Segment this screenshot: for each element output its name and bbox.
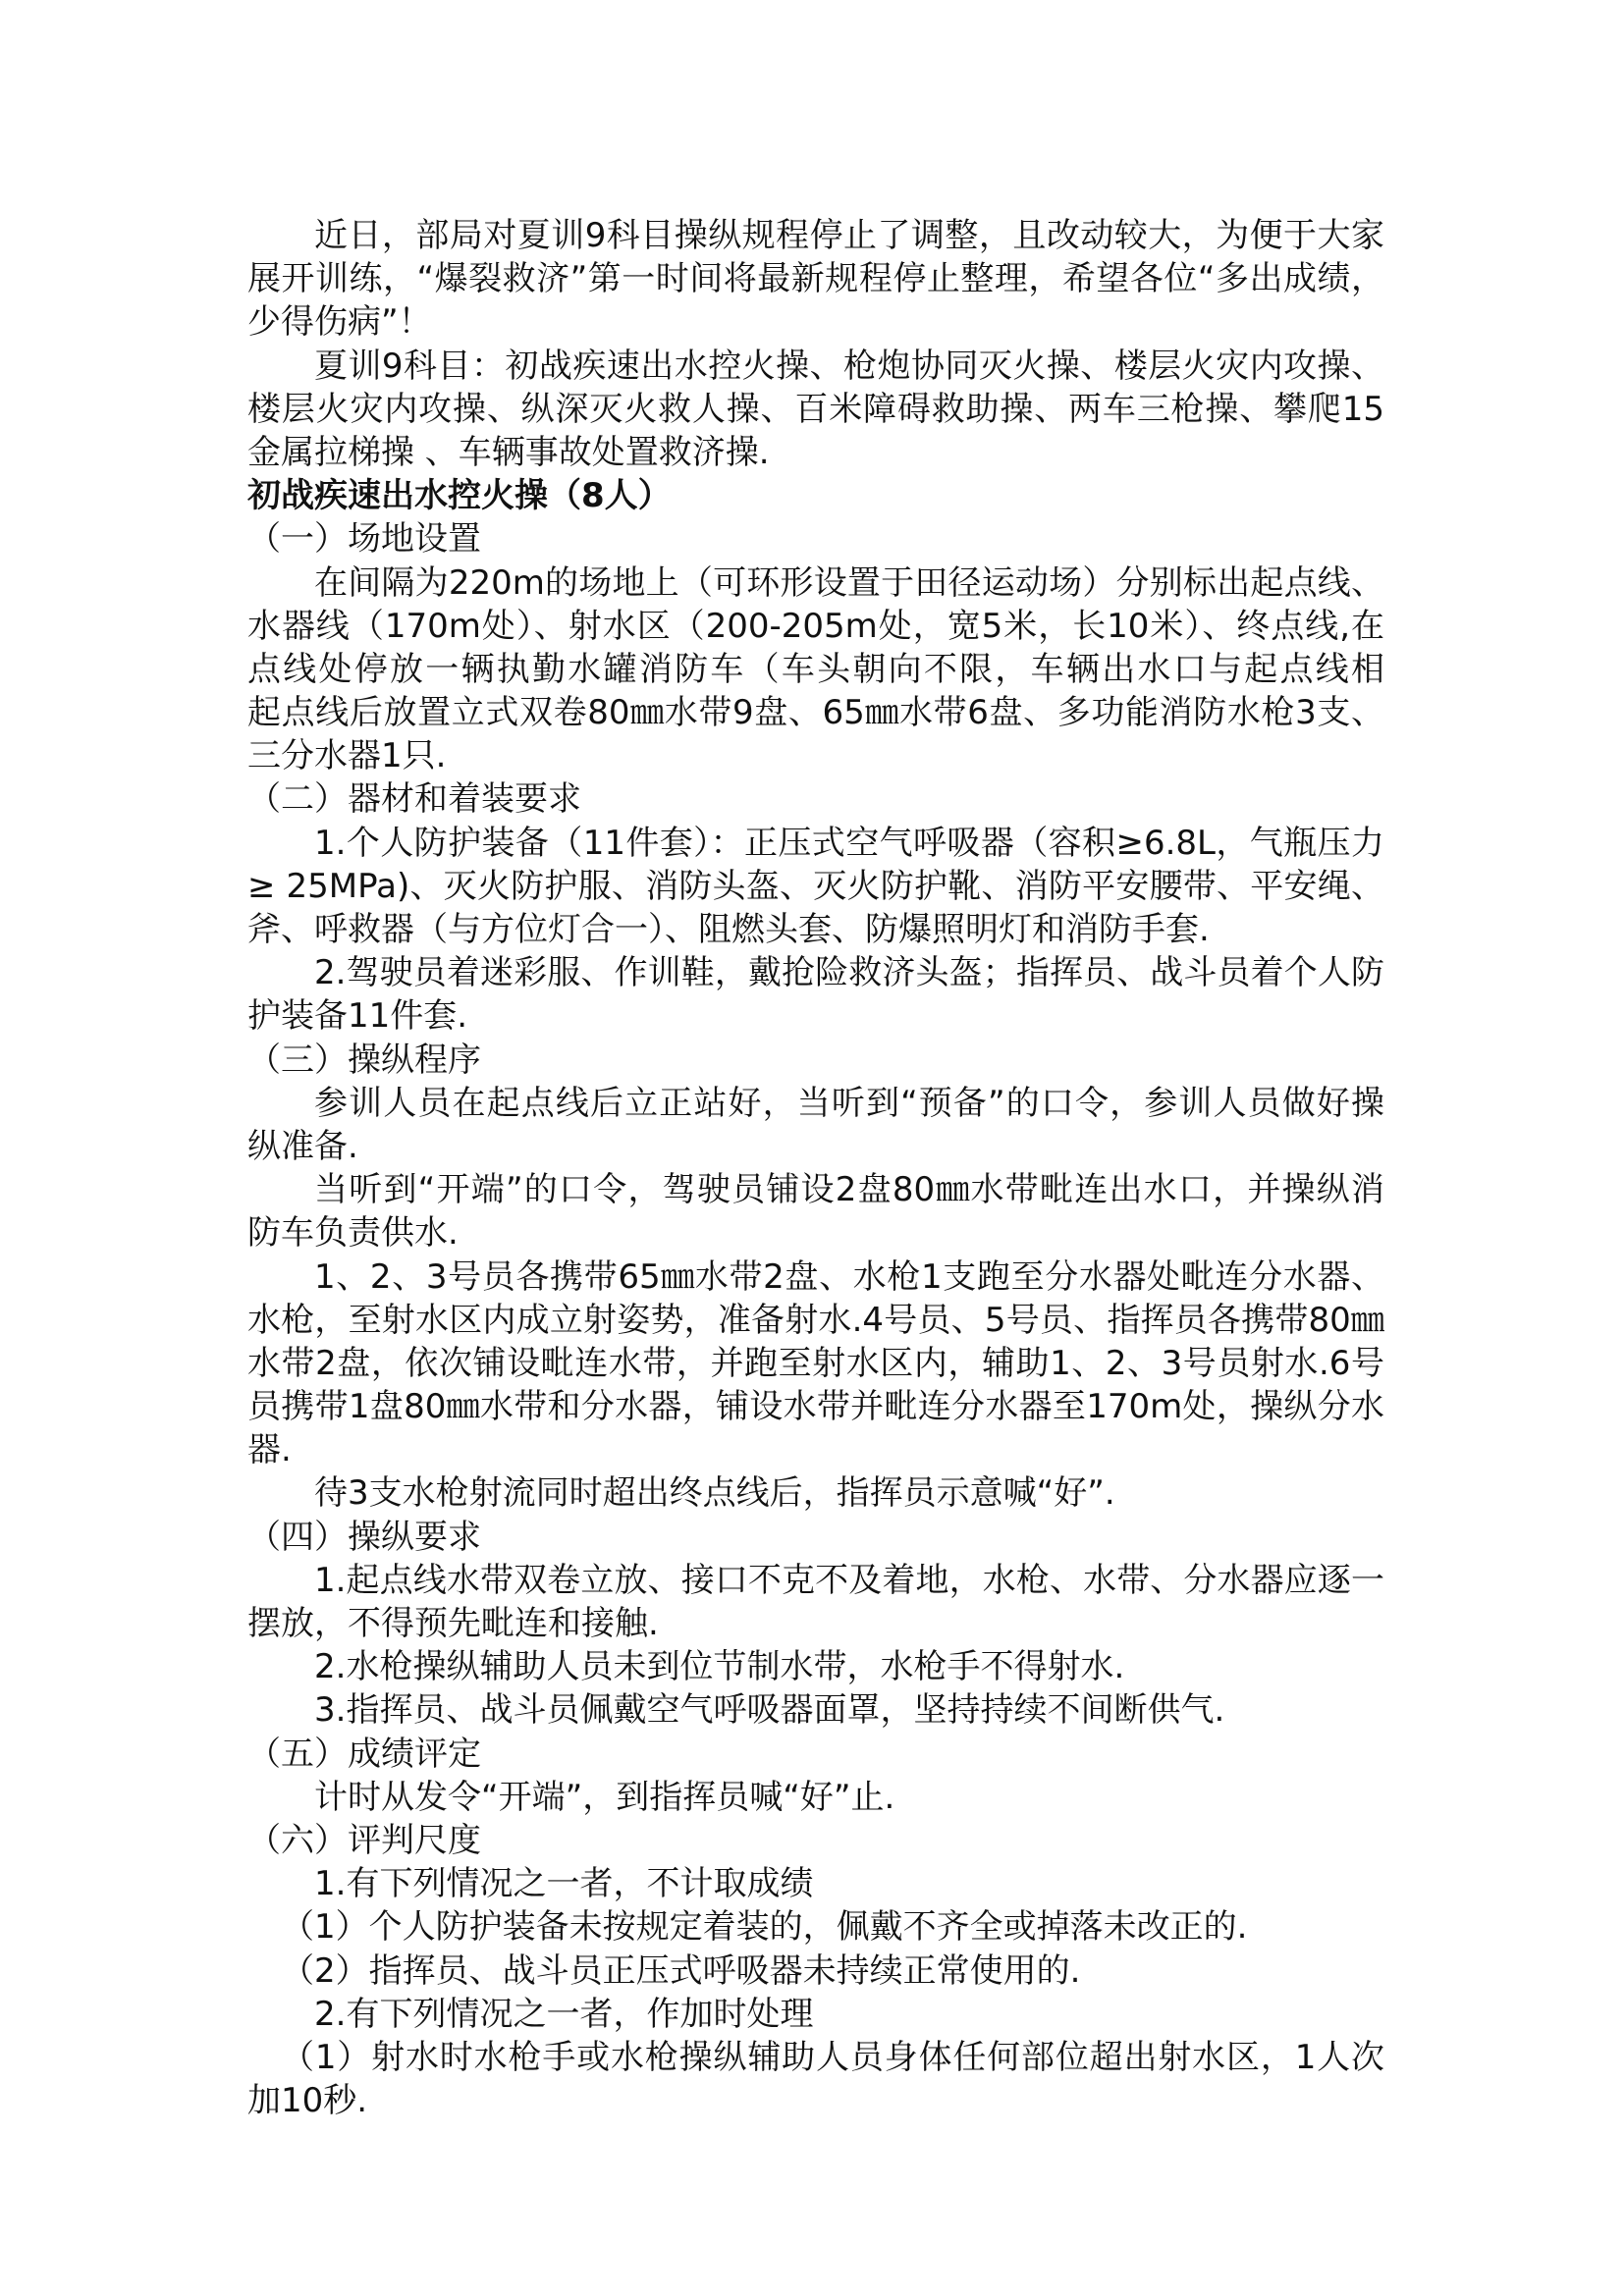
subsection-heading: （三）操纵程序: [247, 1040, 481, 1080]
subsection-heading: （一）场地设置: [247, 519, 481, 560]
subsection-heading: （六）评判尺度: [247, 1820, 481, 1860]
paragraph-line: 点线处停放一辆执勤水罐消防车（车头朝向不限，车辆出水口与起点线相: [247, 649, 1384, 689]
paragraph-line: 1、2、3号员各携带65㎜水带2盘、水枪1支跑至分水器处毗连分水器、: [314, 1256, 1384, 1297]
paragraph-line: 参训人员在起点线后立正站好，当听到“预备”的口令，参训人员做好操: [314, 1083, 1384, 1123]
paragraph-line: 2.驾驶员着迷彩服、作训鞋，戴抢险救济头盔；指挥员、战斗员着个人防: [314, 953, 1384, 993]
paragraph-line: 水带2盘，依次铺设毗连水带，并跑至射水区内，辅助1、2、3号员射水.6号: [247, 1343, 1384, 1383]
paragraph-line: 待3支水枪射流同时超出终点线后，指挥员示意喊“好”.: [314, 1473, 1115, 1514]
list-item: （2）指挥员、战斗员正压式呼吸器未持续正常使用的.: [281, 1950, 1081, 1991]
paragraph-line: 当听到“开端”的口令，驾驶员铺设2盘80㎜水带毗连出水口，并操纵消: [314, 1170, 1384, 1210]
paragraph-line: 器.: [247, 1430, 292, 1470]
subsection-heading: （四）操纵要求: [247, 1517, 481, 1557]
paragraph-line: 2.有下列情况之一者，作加时处理: [314, 1994, 814, 2034]
list-item: （1）射水时水枪手或水枪操纵辅助人员身体任何部位超出射水区，1人次: [281, 2037, 1384, 2077]
paragraph-line: 1.个人防护装备（11件套）：正压式空气呼吸器（容积≥6.8L，气瓶压力: [314, 823, 1384, 863]
subjects-paragraph-line: 夏训9科目：初战疾速出水控火操、枪炮协同灭火操、楼层火灾内攻操、: [314, 346, 1384, 386]
paragraph-line: 水枪，至射水区内成立射姿势，准备射水.4号员、5号员、指挥员各携带80㎜: [247, 1300, 1384, 1340]
intro-paragraph-line: 展开训练，“爆裂救济”第一时间将最新规程停止整理，希望各位“多出成绩，: [247, 259, 1384, 299]
list-item: （1）个人防护装备未按规定着装的，佩戴不齐全或掉落未改正的.: [281, 1907, 1248, 1948]
paragraph-line: 水器线（170m处）、射水区（200-205m处，宽5米，长10米）、终点线,在: [247, 606, 1384, 646]
paragraph-line: 2.水枪操纵辅助人员未到位节制水带，水枪手不得射水.: [314, 1647, 1125, 1687]
paragraph-line: 纵准备.: [247, 1126, 358, 1166]
paragraph-line: ≥ 25MPa)、灭火防护服、消防头盔、灭火防护靴、消防平安腰带、平安绳、: [247, 866, 1384, 906]
paragraph-line: 防车负责供水.: [247, 1213, 459, 1254]
section-title: 初战疾速出水控火操（8人）: [247, 476, 672, 516]
paragraph-line: 斧、呼救器（与方位灯合一）、阻燃头套、防爆照明灯和消防手套.: [247, 910, 1210, 949]
paragraph-line: 员携带1盘80㎜水带和分水器，铺设水带并毗连分水器至170m处，操纵分水: [247, 1387, 1384, 1427]
subjects-paragraph-line: 楼层火灾内攻操、纵深灭火救人操、百米障碍救助操、两车三枪操、攀爬15: [247, 389, 1384, 429]
subsection-heading: （五）成绩评定: [247, 1734, 481, 1774]
paragraph-line: 三分水器1只.: [247, 736, 447, 776]
document-page: [247, 214, 1384, 2122]
paragraph-line: 1.起点线水带双卷立放、接口不克不及着地，水枪、水带、分水器应逐一: [314, 1560, 1384, 1600]
paragraph-line: 在间隔为220m的场地上（可环形设置于田径运动场）分别标出起点线、: [314, 562, 1384, 603]
intro-paragraph-line: 近日，部局对夏训9科目操纵规程停止了调整，且改动较大，为便于大家: [314, 216, 1384, 255]
subsection-heading: （二）器材和着装要求: [247, 779, 581, 820]
paragraph-line: 加10秒.: [247, 2081, 368, 2121]
paragraph-line: 摆放，不得预先毗连和接触.: [247, 1604, 659, 1643]
paragraph-line: 起点线后放置立式双卷80㎜水带9盘、65㎜水带6盘、多功能消防水枪3支、: [247, 693, 1384, 733]
paragraph-line: 护装备11件套.: [247, 996, 468, 1037]
paragraph-line: 1.有下列情况之一者，不计取成绩: [314, 1864, 814, 1904]
paragraph-line: 3.指挥员、战斗员佩戴空气呼吸器面罩，坚持持续不间断供气.: [314, 1690, 1225, 1731]
paragraph-line: 计时从发令“开端”，到指挥员喊“好”止.: [314, 1777, 895, 1817]
subjects-paragraph-line: 金属拉梯操 、车辆事故处置救济操.: [247, 432, 770, 472]
intro-paragraph-line: 少得伤病”！: [247, 302, 432, 343]
